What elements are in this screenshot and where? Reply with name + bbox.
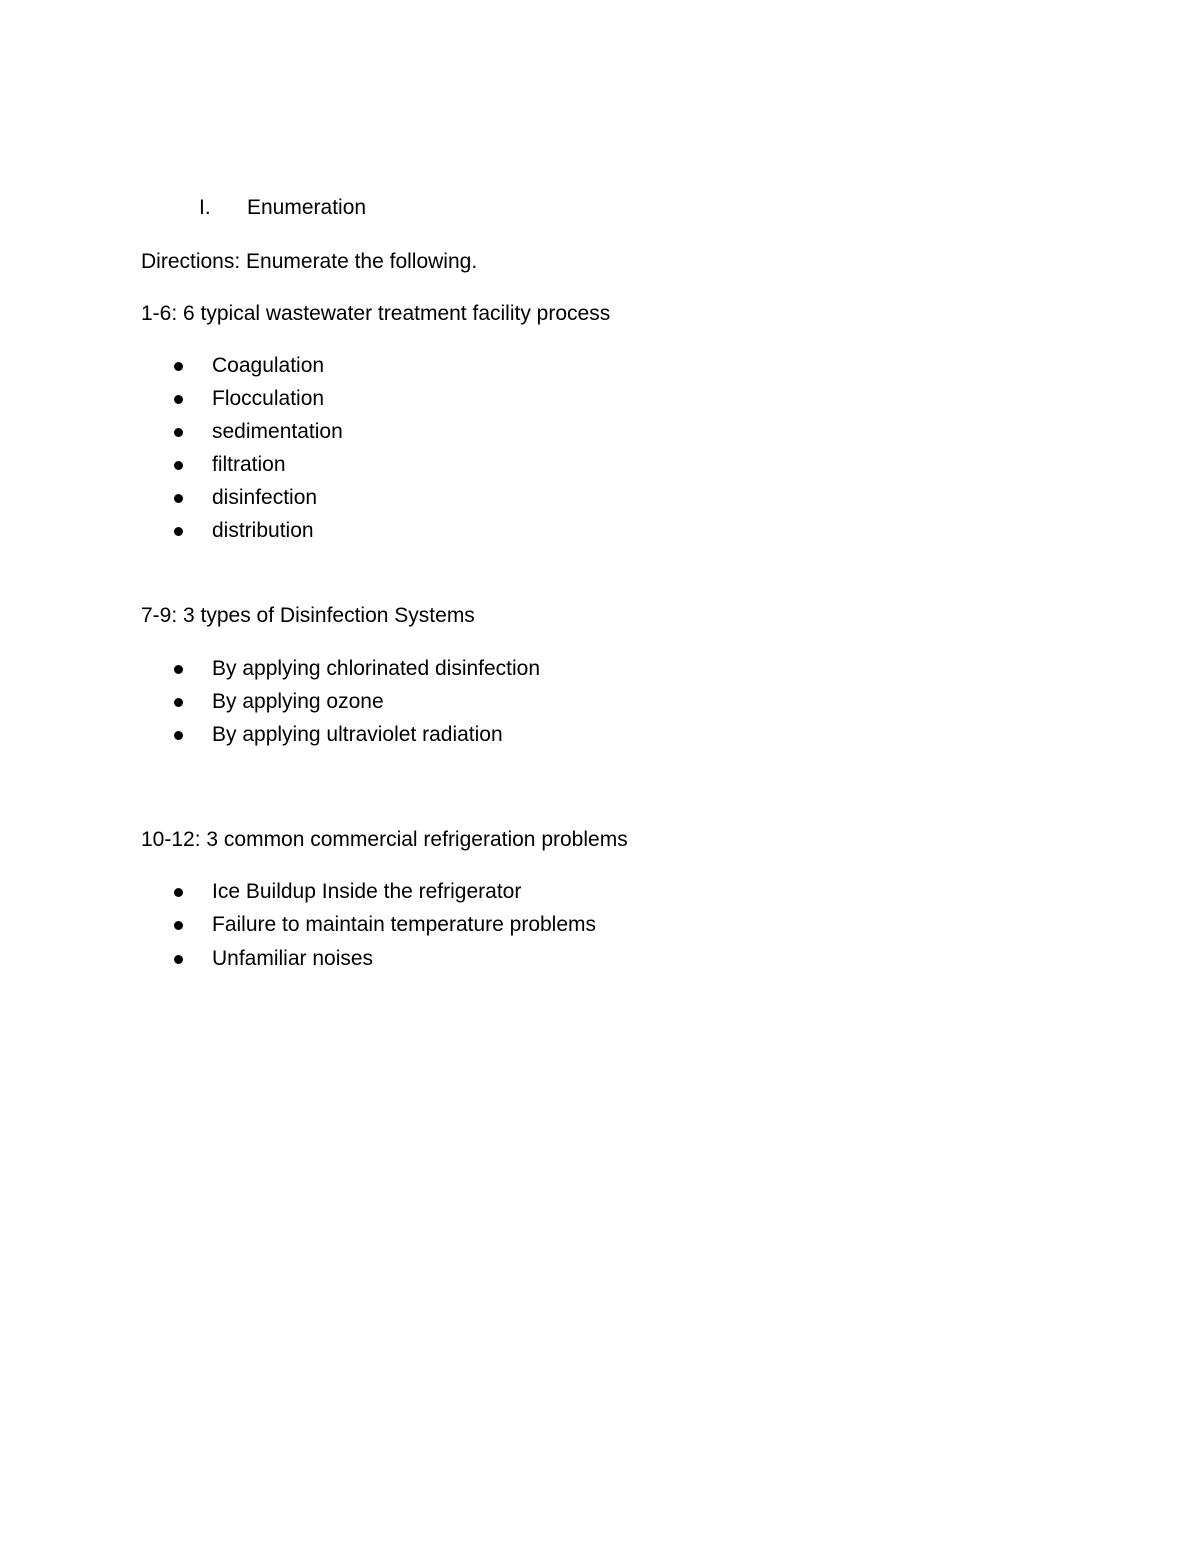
bullet-icon <box>174 428 183 437</box>
bullet-icon <box>174 888 183 897</box>
bullet-icon <box>174 494 183 503</box>
bullet-icon <box>174 362 183 371</box>
bullet-icon <box>174 731 183 740</box>
list-item-text: By applying ultraviolet radiation <box>212 723 503 746</box>
list-item-text: distribution <box>212 519 314 542</box>
list-item-text: Unfamiliar noises <box>212 947 374 970</box>
bullet-icon <box>174 461 183 470</box>
section-numeral: I. <box>199 196 211 219</box>
list-item-text: Ice Buildup Inside the refrigerator <box>212 880 522 903</box>
list-item-text: sedimentation <box>212 420 343 443</box>
question-label-1-6: 1-6: 6 typical wastewater treatment facility process <box>141 302 611 325</box>
list-item-text: Failure to maintain temperature problems <box>212 913 597 936</box>
bullet-icon <box>174 698 183 707</box>
list-item-text: Coagulation <box>212 354 325 377</box>
section-title: Enumeration <box>247 196 367 219</box>
bullet-icon <box>174 955 183 964</box>
bullet-icon <box>174 921 183 930</box>
bullet-icon <box>174 665 183 674</box>
bullet-icon <box>174 395 183 404</box>
question-label-7-9: 7-9: 3 types of Disinfection Systems <box>141 604 475 627</box>
list-item-text: filtration <box>212 453 286 476</box>
directions-text: Directions: Enumerate the following. <box>141 250 478 273</box>
bullet-icon <box>174 527 183 536</box>
list-item-text: Flocculation <box>212 387 325 410</box>
list-item-text: disinfection <box>212 486 318 509</box>
list-item-text: By applying ozone <box>212 690 384 713</box>
list-item-text: By applying chlorinated disinfection <box>212 657 541 680</box>
question-label-10-12: 10-12: 3 common commercial refrigeration problems <box>141 828 628 851</box>
